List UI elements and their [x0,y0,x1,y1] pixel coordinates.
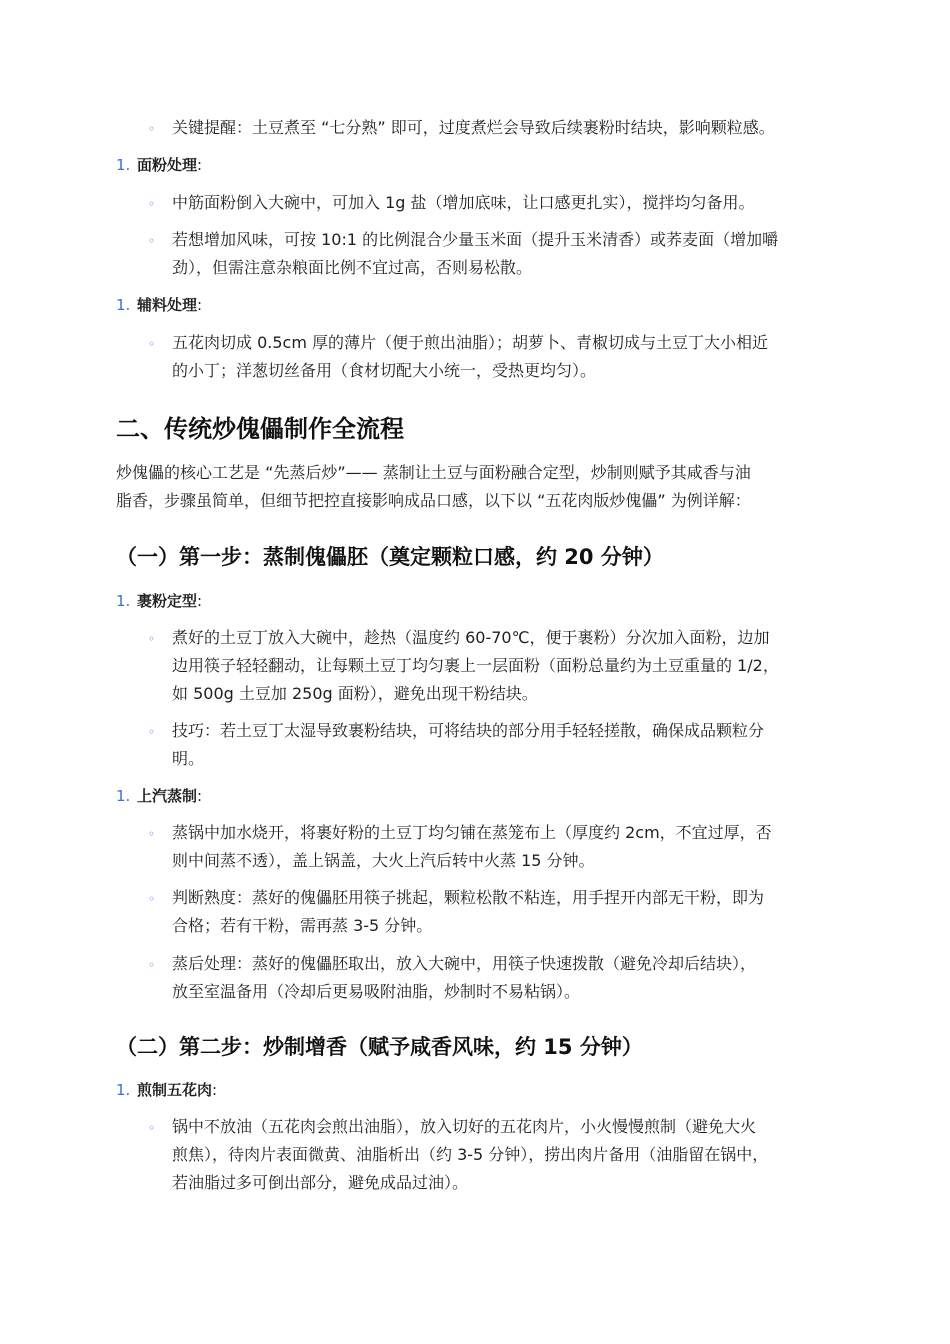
numbered-item [0,295,950,317]
list-item-text-line: 合格；若有干粉，需再蒸 3-5 分钟。 [172,916,433,935]
list-item-text-line: 锅中不放油（五花肉会煎出油脂），放入切好的五花肉片，小火慢慢煎制（避免大火 [172,1117,757,1136]
list-item-text-line: 边用筷子轻轻翻动，让每颗土豆丁均匀裹上一层面粉（面粉总量约为土豆重量的 1/2， [172,656,779,675]
list-item-text-line: 判断熟度：蒸好的傀儡胚用筷子挑起，颗粒松散不粘连，用手捏开内部无干粉，即为 [172,888,765,907]
subsection-heading: （一）第一步：蒸制傀儡胚（奠定颗粒口感，约 20 分钟） [116,545,664,569]
paragraph-line: 脂香，步骤虽简单，但细节把控直接影响成品口感，以下以 “五花肉版炒傀儡” 为例详解： [116,491,751,510]
bullet-icon: ◦ [148,122,156,136]
numbered-item [0,786,950,808]
numbered-item-title: 辅料处理 [137,296,198,314]
list-item-text-line: 则中间蒸不透），盖上锅盖，大火上汽后转中火蒸 15 分钟。 [172,851,595,870]
numbered-item-title: 裹粉定型 [137,592,198,610]
bullet-icon: ◦ [148,827,156,841]
numbered-item [0,1080,950,1102]
list-item-text-line: 如 500g 土豆加 250g 面粉），避免出现干粉结块。 [172,684,538,703]
numbered-item-title: 上汽蒸制 [137,787,198,805]
list-item-text-line: 煮好的土豆丁放入大碗中，趁热（温度约 60-70℃，便于裹粉）分次加入面粉，边加 [172,628,770,647]
list-item-text-line: 劲），但需注意杂粮面比例不宜过高，否则易松散。 [172,258,533,277]
subsection-heading: （二）第二步：炒制增香（赋予咸香风味，约 15 分钟） [116,1035,643,1059]
section-heading: 二、传统炒傀儡制作全流程 [116,415,404,443]
list-item-text-line: 技巧：若土豆丁太湿导致裹粉结块，可将结块的部分用手轻轻搓散，确保成品颗粒分 [172,721,765,740]
numbered-item-title: 煎制五花肉 [137,1081,213,1099]
list-item-text-line: 蒸锅中加水烧开，将裹好粉的土豆丁均匀铺在蒸笼布上（厚度约 2cm，不宜过厚，否 [172,823,772,842]
list-item-text: 关键提醒：土豆煮至 “七分熟” 即可，过度煮烂会导致后续裹粉时结块，影响颗粒感。 [172,118,775,137]
bullet-icon: ◦ [148,337,156,351]
bullet-icon: ◦ [148,234,156,248]
list-item-text-line: 明。 [172,749,205,768]
bullet-icon: ◦ [148,892,156,906]
bullet-icon: ◦ [148,725,156,739]
numbered-item [0,155,950,177]
numbered-item-colon: : [197,156,203,174]
numbered-item-colon: : [197,592,203,610]
list-item-text-line: 放至室温备用（冷却后更易吸附油脂，炒制时不易粘锅）。 [172,982,581,1001]
numbered-item-colon: : [212,1081,218,1099]
list-item-text-line: 若想增加风味，可按 10:1 的比例混合少量玉米面（提升玉米清香）或荞麦面（增加嚼 [172,230,779,249]
list-item-text-line: 煎焦），待肉片表面微黄、油脂析出（约 3-5 分钟），捞出肉片备用（油脂留在锅中， [172,1145,769,1164]
bullet-icon: ◦ [148,197,156,211]
list-number: 1. [116,1081,131,1099]
list-item-text-line: 蒸后处理：蒸好的傀儡胚取出，放入大碗中，用筷子快速拨散（避免冷却后结块）， [172,954,757,973]
bullet-icon: ◦ [148,1121,156,1135]
bullet-icon: ◦ [148,958,156,972]
numbered-item-title: 面粉处理 [137,156,198,174]
bullet-icon: ◦ [148,632,156,646]
paragraph-line: 炒傀儡的核心工艺是 “先蒸后炒”—— 蒸制让土豆与面粉融合定型，炒制则赋予其咸香与油 [116,463,751,482]
numbered-item-colon: : [197,787,203,805]
list-number: 1. [116,296,131,314]
numbered-item-colon: : [197,296,203,314]
list-item-text-line: 的小丁；洋葱切丝备用（食材切配大小统一，受热更均匀）。 [172,361,597,380]
list-item-text-line: 五花肉切成 0.5cm 厚的薄片（便于煎出油脂）；胡萝卜、青椒切成与土豆丁大小相近 [172,333,769,352]
list-number: 1. [116,156,131,174]
list-number: 1. [116,787,131,805]
numbered-item [0,591,950,613]
list-item-text: 中筋面粉倒入大碗中，可加入 1g 盐（增加底味，让口感更扎实），搅拌均匀备用。 [172,193,755,212]
list-item-text-line: 若油脂过多可倒出部分，避免成品过油）。 [172,1173,469,1192]
list-number: 1. [116,592,131,610]
